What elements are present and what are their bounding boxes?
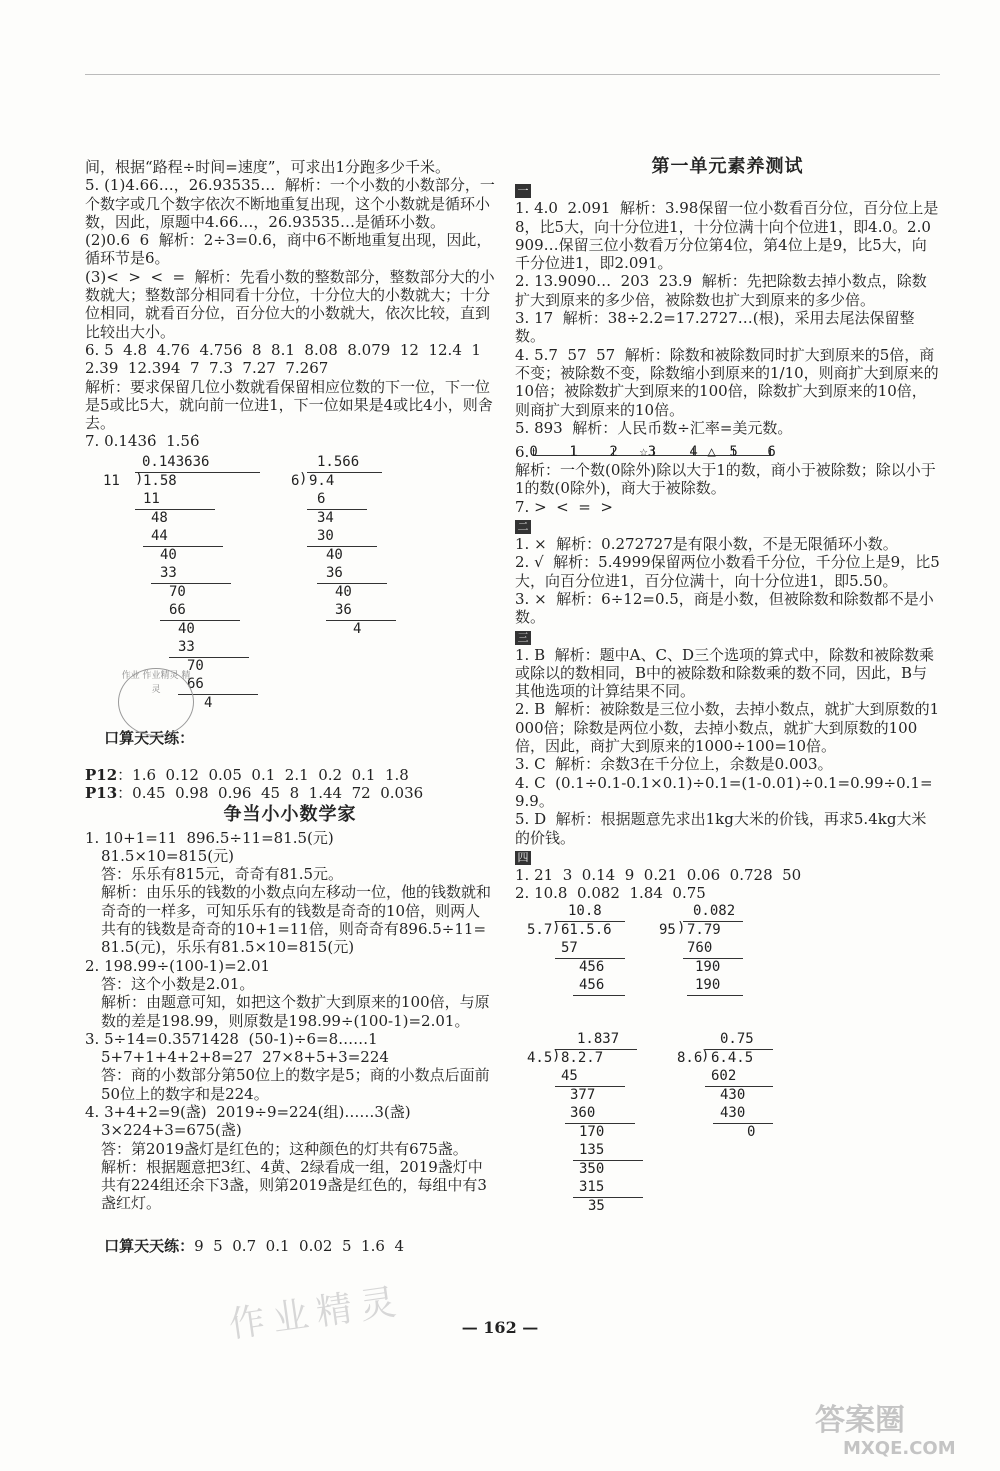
division-step: 4 — [353, 620, 362, 637]
text-line: 2. B 解析：被除数是三位小数，去掉小数点，就扩大到原数的1000倍；除数是两位小数，去掉小数点，就扩大到原数的100倍，因此，商扩大到原来的1000÷100=10倍。 — [515, 700, 940, 756]
division-step: 34 — [317, 509, 334, 526]
division-step: 456 — [579, 959, 605, 976]
page-number: — 162 — — [461, 1318, 539, 1337]
division-step: 30 — [317, 527, 334, 544]
division-step: 602 — [711, 1068, 737, 1085]
division-step: 430 — [720, 1087, 746, 1104]
text-line: 5. D 解析：根据题意先求出1kg大米的价钱，再求5.4kg大米的价钱。 — [515, 810, 927, 847]
p12-label: P12 — [85, 765, 118, 784]
division-step: 0 — [747, 1124, 756, 1141]
text-line: 解析：根据题意把3红、4黄、2绿看成一组，2019盏灯中共有224组还余下3盏，则第2019盏是红色的，每组中有3盏红灯。 — [101, 1157, 487, 1213]
kousuan-title: 口算天天练： — [104, 1237, 195, 1256]
division-step: 430 — [720, 1105, 746, 1122]
text-line: 1. B 解析：题中A、C、D三个选项的算式中，除数和被除数乘或除以的数相同，B中的被除数和除数乘的数不同，因此，B与其他选项的计算结果不同。 — [515, 645, 934, 701]
division-step: 377 — [570, 1087, 596, 1104]
division-step: 45 — [561, 1068, 578, 1085]
long-division-pair: 0.143636 11 ) 1.58 11 48 44 40 33 70 66 40 33 70 66 4 1.566 6 ) 9.4 6 34 30 40 36 40 36 4 — [85, 453, 495, 701]
division-divisor: 6 — [291, 472, 300, 489]
division-step: 33 — [160, 564, 177, 581]
division-divisor: 11 — [103, 472, 120, 489]
text-line: (2)0.6 6 解析：2÷3=0.6，商中6不断地重复出现，因此，循环节是6。 — [85, 231, 492, 268]
text-line: 间，根据“路程÷时间=速度”，可求出1分跑多少千米。 — [85, 158, 451, 176]
text-line: 4. C (0.1÷0.1-0.1×0.1)÷0.1=(1-0.01)÷0.1=0.99÷0.1=9.9。 — [515, 773, 933, 810]
division-quotient: 10.8 — [568, 903, 602, 920]
division-step: 36 — [326, 564, 343, 581]
text-line: 答：乐乐有815元，奇奇有81.5元。 — [101, 865, 344, 884]
watermark-site: MXQE.COM — [843, 1438, 956, 1459]
division-step: 36 — [335, 601, 352, 618]
division-step: 360 — [570, 1105, 596, 1122]
division-step: 66 — [169, 601, 186, 618]
top-rule — [85, 74, 940, 75]
division-step: 57 — [561, 940, 578, 957]
division-dividend: 1.58 — [143, 472, 177, 489]
text-line: 解析：由题意可知，如把这个数扩大到原来的100倍，与原数的差是198.99，则原数是198.99÷(100-1)=2.01。 — [101, 993, 490, 1030]
text-line: 2. √ 解析：5.4999保留两位小数看千分位，千分位上是9，比5大，向百分位进1，百分位满十，向十分位进1，即5.50。 — [515, 553, 940, 590]
division-dividend: 8.2.7 — [561, 1050, 604, 1067]
text-line: 7. > < = > — [515, 497, 613, 516]
division-step: 44 — [151, 527, 168, 544]
text-line: 解析：要求保留几位小数就看保留相应位数的下一位，下一位是5或比5大，就向前一位进1，下一位如果是4或比4小，则舍去。 — [85, 377, 493, 433]
division-step: 40 — [335, 583, 352, 600]
p13-label: P13 — [85, 783, 118, 802]
division-step: 190 — [695, 959, 721, 976]
division-dividend: 7.79 — [687, 922, 721, 939]
division-step: 70 — [169, 583, 186, 600]
division-quotient: 0.143636 — [142, 453, 210, 470]
division-step: 40 — [160, 546, 177, 563]
text-line: 1. 10+1=11 896.5÷11=81.5(元) — [85, 828, 334, 847]
text-line: 2. 198.99÷(100-1)=2.01 — [85, 956, 271, 975]
section-heading: 第一单元素养测试 — [651, 156, 804, 177]
text-line: (3)< > < = 解析：先看小数的整数部分，整数部分大的小数就大；整数部分相同看十分位，十分位大的小数就大；十分位相同，就看百分位，百分位大的小数就大，依次比较，直到比较出大小。 — [85, 267, 495, 341]
division-step: 70 — [187, 657, 204, 674]
text-line: 答：商的小数部分第50位上的数字是5；商的小数点后面前50位上的数字和是224。 — [101, 1066, 490, 1103]
text-line: 81.5×10=815(元) — [101, 846, 234, 865]
division-step: 4 — [204, 694, 213, 711]
watermark-logo: 答案圈 — [815, 1403, 905, 1438]
text-line: 1. 4.0 2.091 解析：3.98保留一位小数看百分位，百分位上是8，比5大，向十分位进1，十分位满十向个位进1，即4.0。2.0909…保留三位小数看万分位第4位，第4位上是9，比5大，向千分位进1，即2.091。 — [515, 199, 939, 273]
text-line: 3. × 解析：6÷12=0.5，商是小数，但被除数和除数都不是小数。 — [515, 589, 934, 627]
section-heading: 争当小小数学家 — [223, 804, 357, 826]
division-dividend: 9.4 — [309, 472, 335, 489]
stamp-seal: 作业 作业精灵 精灵 — [118, 668, 194, 736]
division-dividend: 61.5.6 — [561, 922, 612, 939]
division-step: 350 — [579, 1161, 605, 1178]
text-line: 5. 893 解析：人民币数÷汇率=美元数。 — [515, 418, 793, 437]
right-column — [515, 158, 940, 1245]
division-divisor: 95 — [659, 922, 676, 939]
division-step: 456 — [579, 977, 605, 994]
division-divisor: 5.7 — [527, 922, 553, 939]
number-line — [529, 437, 779, 461]
division-step: 40 — [326, 546, 343, 563]
division-step: 6 — [317, 490, 326, 507]
number-line-label: 6 — [767, 444, 776, 461]
text-line: 解析：由乐乐的钱数的小数点向左移动一位，他的钱数就和奇奇的一样多，可知乐乐有的钱数是奇奇的10倍，则两人共有的钱数是奇奇的10+1=11倍，则奇奇有896.5÷11=81.5(元)，乐乐有81.5×10=815(元) — [101, 883, 492, 957]
text-line: 1. × 解析：0.272727是有限小数，不是无限循环小数。 — [515, 535, 898, 554]
text-line: 答：第2019盏灯是红色的；这种颜色的灯共有675盏。 — [101, 1139, 468, 1158]
p13-values: ：0.45 0.98 0.96 45 8 1.44 72 0.036 — [117, 783, 424, 802]
division-quotient: 1.837 — [577, 1031, 620, 1048]
text-line: 解析：一个数(0除外)除以大于1的数，商小于被除数；除以小于1的数(0除外)，商大于被除数。 — [515, 461, 936, 498]
p12-values: ：1.6 0.12 0.05 0.1 2.1 0.2 0.1 1.8 — [117, 765, 409, 784]
division-step: 190 — [695, 977, 721, 994]
section-marker: 三 — [515, 631, 531, 645]
section-marker: 四 — [515, 851, 531, 865]
division-step: 48 — [151, 509, 168, 526]
number-line-label: △ — [707, 444, 716, 461]
section-marker: 二 — [515, 520, 531, 534]
division-divisor: 8.6 — [677, 1050, 703, 1067]
division-step: 35 — [588, 1198, 605, 1215]
number-line-label: 4 — [689, 444, 698, 461]
division-step: 135 — [579, 1142, 605, 1159]
text-line: 5+7+1+4+2+8=27 27×8+5+3=224 — [101, 1048, 389, 1067]
division-divisor: 4.5 — [527, 1050, 553, 1067]
text-line: 4. 5.7 57 57 解析：除数和被除数同时扩大到原来的5倍，商不变；被除数不变，除数缩小到原来的1/10，则商扩大到原来的10倍；被除数扩大到原来的100倍，除数扩大到原来的10倍，则商扩大到原来的10倍。 — [515, 345, 939, 419]
text-line: 2. 10.8 0.082 1.84 0.75 — [515, 884, 706, 903]
watermark: 作业精灵 — [226, 1280, 407, 1347]
division-quotient: 0.082 — [693, 903, 736, 920]
division-quotient: 1.566 — [317, 453, 360, 470]
text-line: 答：这个小数是2.01。 — [101, 974, 255, 993]
kousuan-title: 口算天天练： — [104, 729, 195, 748]
division-dividend: 6.4.5 — [711, 1050, 754, 1067]
division-step: 315 — [579, 1179, 605, 1196]
division-step: 760 — [687, 940, 713, 957]
text-line: 1. 21 3 0.14 9 0.21 0.06 0.728 50 — [515, 865, 802, 884]
division-step: 11 — [143, 490, 160, 507]
division-step: 66 — [187, 675, 204, 692]
long-division-pair: 10.8 5.7 ) 61.5.6 57 456 456 0.082 95 ) 7.79 760 190 190 — [515, 902, 815, 1030]
text-line: 3. 17 解析：38÷2.2=17.2727…(根)，采用去尾法保留整数。 — [515, 309, 915, 346]
long-division-pair: 1.837 4.5 ) 8.2.7 45 377 360 170 135 350 315 35 0.75 8.6 ) 6.4.5 602 430 430 0 — [515, 1030, 815, 1245]
text-line: 6. 5 4.8 4.76 4.756 8 8.1 8.08 8.079 12 12.4 12.39 12.394 7 7.3 7.27 7.267 — [85, 340, 481, 378]
text-line: 2. 13.9090… 203 23.9 解析：先把除数去掉小数点，除数扩大到原来的多少倍，被除数也扩大到原来的多少倍。 — [515, 272, 927, 309]
number-line-label: 1 — [569, 444, 578, 461]
number-line-label: 0 — [529, 444, 538, 461]
text-line: 5. (1)4.66…，26.93535… 解析：一个小数的小数部分，一个数字或几个数字依次不断地重复出现，这个小数就是循环小数，因此，原题中4.66…，26.93535…是循环小数。 — [85, 176, 495, 231]
section-marker: 一 — [515, 184, 531, 198]
division-quotient: 0.75 — [720, 1031, 754, 1048]
text-line: 3×224+3=675(盏) — [101, 1121, 242, 1140]
division-step: 33 — [178, 638, 195, 655]
number-line-label: 2 — [609, 444, 618, 461]
division-step: 170 — [579, 1124, 605, 1141]
number-line-label: 5 — [729, 444, 738, 461]
text-line: 4. 3+4+2=9(盏) 2019÷9=224(组)……3(盏) — [85, 1102, 411, 1121]
text-line: 3. C 解析：余数3在千分位上，余数是0.003。 — [515, 755, 833, 774]
division-step: 40 — [178, 620, 195, 637]
kousuan-values: 9 5 0.7 0.1 0.02 5 1.6 4 — [194, 1237, 404, 1256]
text-line: 7. 0.14̇36̇ 1.56̇ — [85, 432, 200, 451]
text-line: 3. 5÷14=0.3571428 (50-1)÷6=8……1 — [85, 1029, 378, 1048]
text-line: 6. — [515, 442, 530, 461]
number-line-label: ☆3 — [639, 444, 657, 461]
